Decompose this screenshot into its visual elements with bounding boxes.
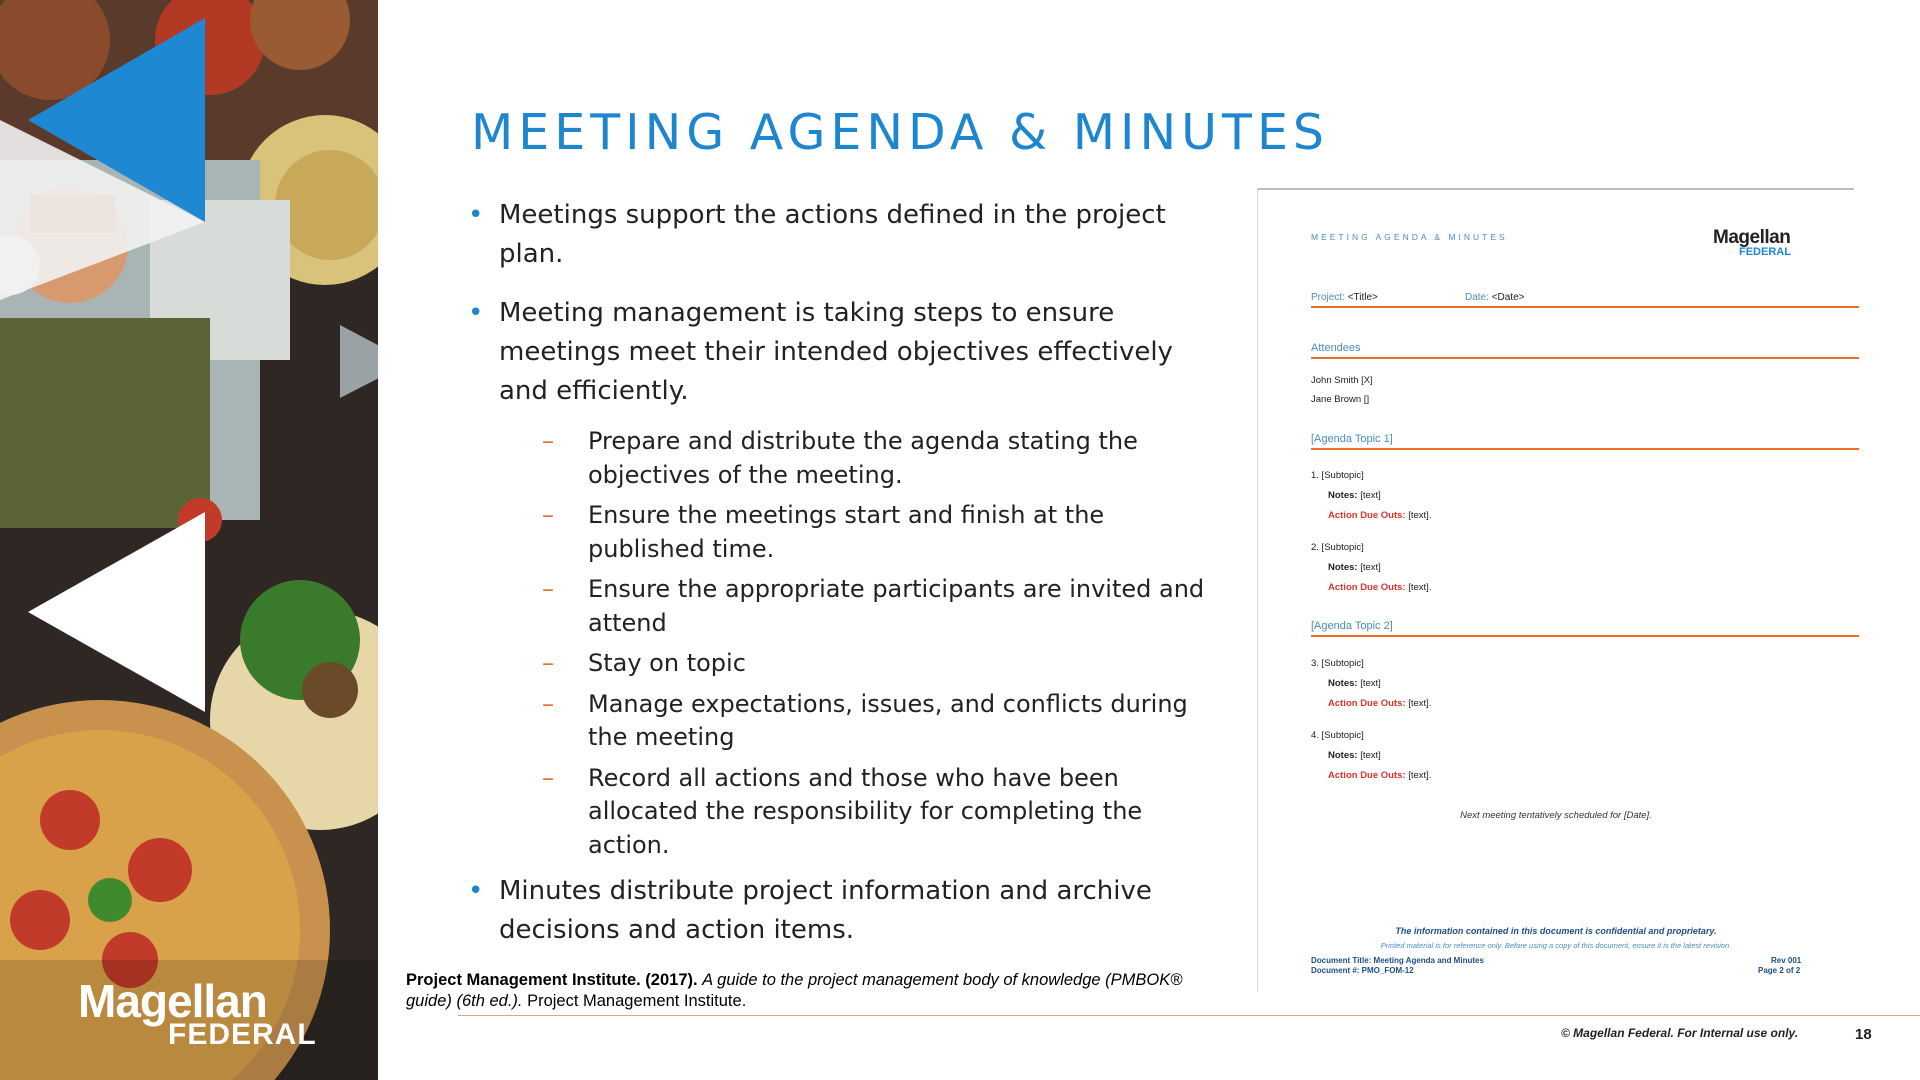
subtopic: 1. [Subtopic]: [1311, 470, 1364, 481]
citation-publisher: Project Management Institute.: [527, 992, 747, 1010]
notes-value: [text]: [1360, 678, 1381, 689]
sub-bullet-list: [468, 425, 1208, 862]
citation-title: A guide to the project management body of knowledge (PMBOK® guide) (6th ed.).: [406, 971, 1183, 1010]
sub-bullet-text: Stay on topic: [588, 649, 746, 677]
attendees-heading: Attendees: [1311, 342, 1361, 354]
magellan-federal-logo: [78, 975, 317, 1051]
subtopic: 2. [Subtopic]: [1311, 542, 1364, 553]
sub-bullet-item: [468, 499, 1208, 566]
next-meeting-note: Next meeting tentatively scheduled for [Date].: [1460, 810, 1652, 821]
bullet-list: [468, 196, 1208, 970]
bullet-item: [468, 872, 1208, 950]
action-line: [1328, 698, 1431, 709]
action-value: [text].: [1408, 510, 1432, 521]
citation-author: Project Management Institute. (2017).: [406, 971, 698, 989]
dash-icon: –: [542, 689, 554, 718]
bullet-text: Meetings support the actions defined in the project plan.: [499, 200, 1166, 269]
slide-title: MEETING AGENDA & MINUTES: [471, 104, 1330, 161]
notes-line: [1328, 750, 1381, 761]
action-label: Action Due Outs:: [1328, 698, 1406, 709]
sub-bullet-text: Ensure the appropriate participants are invited and attend: [588, 575, 1205, 637]
logo-line-2: FEDERAL: [168, 1018, 317, 1051]
bullet-item: [468, 196, 1208, 274]
doc-divider: [1311, 635, 1859, 637]
action-line: [1328, 582, 1431, 593]
dash-icon: –: [542, 763, 554, 792]
dash-icon: –: [542, 427, 554, 455]
sub-bullet-item: [468, 425, 1208, 492]
date-value: <Date>: [1491, 292, 1525, 303]
attendee: Jane Brown []: [1311, 394, 1370, 405]
doc-footer-page: Page 2 of 2: [1758, 966, 1801, 975]
notes-line: [1328, 490, 1381, 501]
notes-value: [text]: [1360, 562, 1381, 573]
doc-footer-rev: Rev 001: [1771, 956, 1802, 965]
sub-bullet-item: [468, 688, 1208, 755]
doc-logo-line-1: Magellan: [1713, 227, 1791, 248]
sub-bullet-item: [468, 647, 1208, 681]
doc-project-row: [1311, 292, 1378, 303]
dash-icon: –: [542, 649, 554, 677]
notes-label: Notes:: [1328, 750, 1358, 761]
doc-divider: [1311, 448, 1859, 450]
notes-line: [1328, 678, 1381, 689]
notes-label: Notes:: [1328, 678, 1358, 689]
project-value: <Title>: [1347, 292, 1378, 303]
bullet-dot-icon: •: [468, 200, 484, 230]
attendee: John Smith [X]: [1311, 375, 1373, 386]
sub-bullet-text: Ensure the meetings start and finish at the published time.: [588, 501, 1105, 563]
printed-note: Printed material is for reference only. Before using a copy of this document, ensure it is the latest revision.: [1380, 941, 1732, 950]
food-photo-collage: [0, 0, 378, 1080]
doc-date-row: [1465, 292, 1525, 303]
footer-divider: [458, 1015, 1920, 1016]
date-label: Date:: [1465, 292, 1489, 303]
notes-value: [text]: [1360, 750, 1381, 761]
action-value: [text].: [1408, 582, 1432, 593]
action-label: Action Due Outs:: [1328, 770, 1406, 781]
sub-bullet-item: [468, 762, 1208, 863]
sub-bullet-text: Prepare and distribute the agenda stating the objectives of the meeting.: [588, 427, 1138, 489]
action-line: [1328, 510, 1431, 521]
action-value: [text].: [1408, 770, 1432, 781]
action-line: [1328, 770, 1431, 781]
action-label: Action Due Outs:: [1328, 510, 1406, 521]
notes-label: Notes:: [1328, 490, 1358, 501]
project-label: Project:: [1311, 292, 1345, 303]
bullet-text: Meeting management is taking steps to ensure meetings meet their intended objectives effectively and efficiently.: [499, 298, 1173, 406]
notes-value: [text]: [1360, 490, 1381, 501]
notes-label: Notes:: [1328, 562, 1358, 573]
subtopic: 4. [Subtopic]: [1311, 730, 1364, 741]
doc-title: MEETING AGENDA & MINUTES: [1311, 232, 1508, 242]
bullet-item: [468, 294, 1208, 411]
bullet-dot-icon: •: [468, 298, 484, 328]
bullet-text: Minutes distribute project information and archive decisions and action items.: [499, 876, 1152, 945]
page-number: 18: [1855, 1026, 1872, 1043]
agenda-topic-heading: [Agenda Topic 1]: [1311, 433, 1393, 445]
doc-logo-line-2: FEDERAL: [1739, 246, 1791, 258]
footer-copyright: © Magellan Federal. For Internal use only.: [1561, 1026, 1799, 1040]
agenda-topic-heading: [Agenda Topic 2]: [1311, 620, 1393, 632]
document-preview: [1257, 188, 1854, 992]
sub-bullet-item: [468, 573, 1208, 640]
bullet-dot-icon: •: [468, 876, 484, 906]
citation: [406, 970, 1196, 1012]
sub-bullet-text: Manage expectations, issues, and conflicts during the meeting: [588, 689, 1188, 751]
subtopic: 3. [Subtopic]: [1311, 658, 1364, 669]
decorative-photo-panel: [0, 0, 378, 1080]
doc-divider: [1311, 357, 1859, 359]
action-value: [text].: [1408, 698, 1432, 709]
doc-footer-number: Document #: PMO_FOM-12: [1311, 966, 1414, 975]
notes-line: [1328, 562, 1381, 573]
doc-divider: [1311, 306, 1859, 308]
confidential-note: The information contained in this document is confidential and proprietary.: [1395, 926, 1717, 936]
doc-footer-title: Document Title: Meeting Agenda and Minutes: [1311, 956, 1484, 965]
action-label: Action Due Outs:: [1328, 582, 1406, 593]
logo-line-1: Magellan: [78, 975, 267, 1027]
dash-icon: –: [542, 575, 554, 603]
sub-bullet-text: Record all actions and those who have been allocated the responsibility for completing the action.: [588, 763, 1143, 859]
dash-icon: –: [542, 501, 554, 529]
doc-logo: [1713, 228, 1791, 258]
